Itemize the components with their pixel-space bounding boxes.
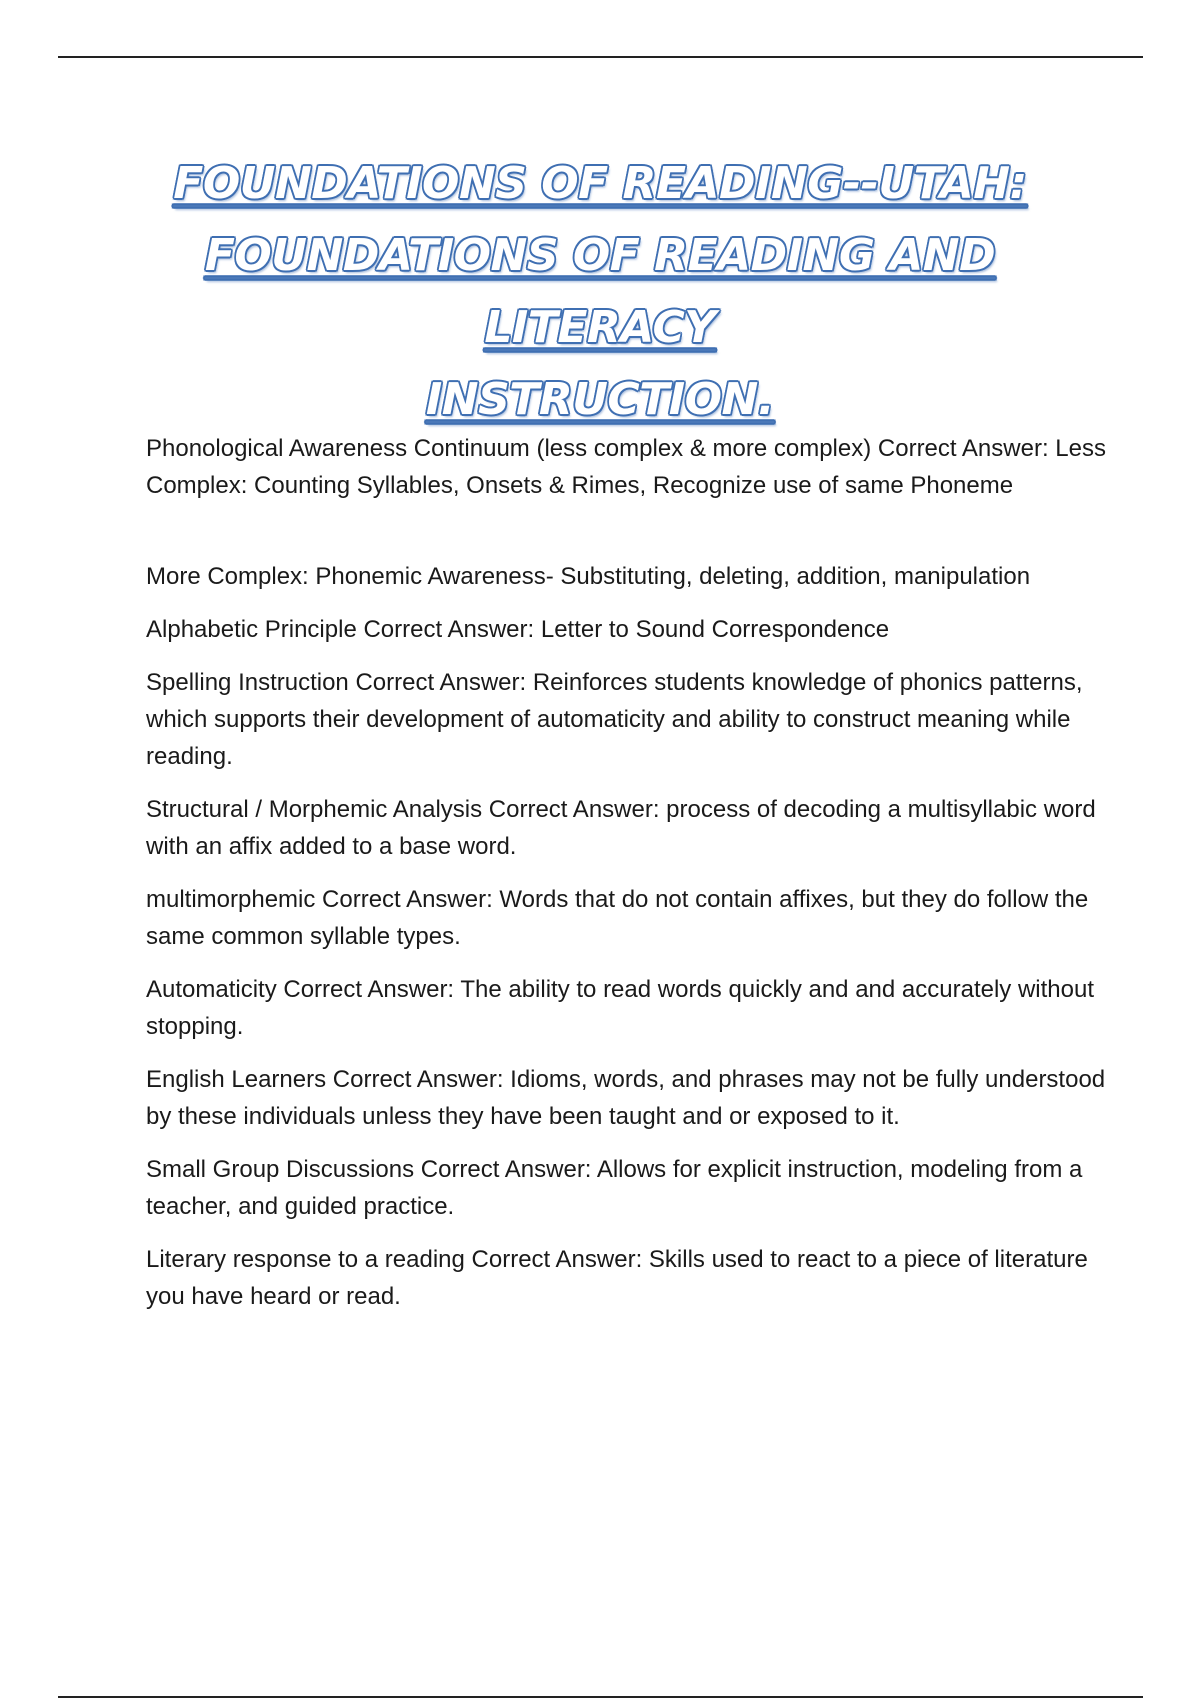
title-line-3: INSTRUCTION. xyxy=(425,374,775,425)
entry-alphabetic-principle: Alphabetic Principle Correct Answer: Letter to Sound Correspondence xyxy=(146,616,890,643)
document-title xyxy=(120,148,1080,436)
entry-automaticity: Automaticity Correct Answer: The ability to read words quickly and and accurately without stopping. xyxy=(146,976,1094,1040)
entry-small-group-discussions: Small Group Discussions Correct Answer: Allows for explicit instruction, modeling from a teacher, and guided practice. xyxy=(146,1156,1083,1220)
title-line-1: FOUNDATIONS OF READING--UTAH: xyxy=(173,158,1027,209)
title-line-2: FOUNDATIONS OF READING AND LITERACY xyxy=(204,230,996,353)
entry-structural-analysis: Structural / Morphemic Analysis Correct Answer: process of decoding a multisyllabic word with an affix added to a base word. xyxy=(146,796,1096,860)
entry-more-complex: More Complex: Phonemic Awareness- Substituting, deleting, addition, manipulation xyxy=(146,563,1031,590)
entry-spelling-instruction: Spelling Instruction Correct Answer: Reinforces students knowledge of phonics patterns, which supports their development of automaticity and ability to construct meaning while reading. xyxy=(146,669,1083,770)
header-rule xyxy=(58,56,1143,58)
entry-literary-response: Literary response to a reading Correct Answer: Skills used to react to a piece of literature you have heard or read. xyxy=(146,1246,1088,1310)
footer-rule xyxy=(58,1696,1143,1698)
entry-multimorphemic: multimorphemic Correct Answer: Words that do not contain affixes, but they do follow the same common syllable types. xyxy=(146,886,1089,950)
document-body xyxy=(146,430,1106,1331)
entry-phonological-awareness: Phonological Awareness Continuum (less complex & more complex) Correct Answer: Less Complex: Counting Syllables, Onsets & Rimes, Recognize use of same Phoneme xyxy=(146,435,1106,499)
entry-english-learners: English Learners Correct Answer: Idioms, words, and phrases may not be fully understood by these individuals unless they have been taught and or exposed to it. xyxy=(146,1066,1106,1130)
